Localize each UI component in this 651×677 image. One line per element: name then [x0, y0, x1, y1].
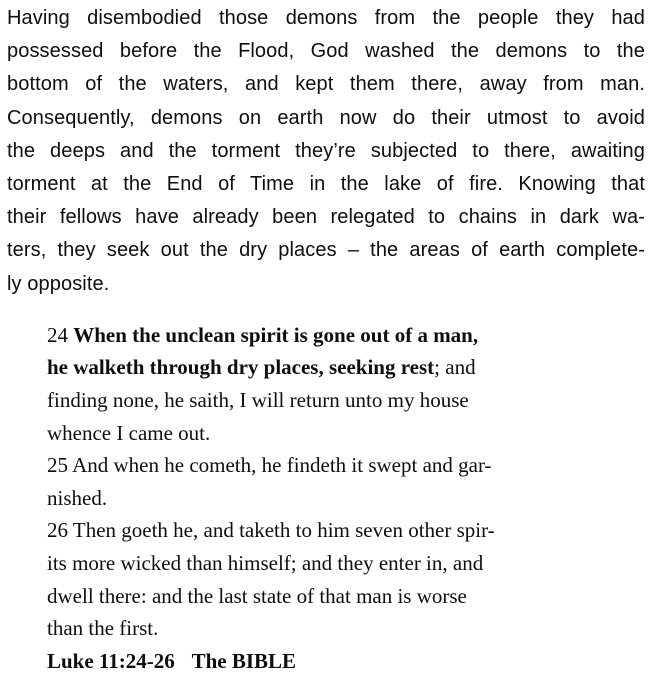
- quote-line: [47, 417, 635, 450]
- quote-segment: its more wicked than himself; and they enter in, and: [47, 550, 484, 575]
- scripture-quote: [47, 319, 635, 677]
- quote-segment: than the first.: [47, 616, 159, 641]
- quote-segment: ; and: [434, 355, 476, 380]
- quote-line: [47, 645, 635, 677]
- paragraph-line: ly opposite.: [7, 272, 110, 295]
- quote-segment-bold: The BIBLE: [191, 648, 297, 673]
- quote-segment-bold: he walketh through dry places, seeking rest: [47, 355, 435, 380]
- quote-segment: 25 And when he cometh, he findeth it swept and gar-: [47, 453, 492, 478]
- quote-line: [47, 351, 635, 384]
- quote-line: [47, 580, 635, 613]
- quote-line: [47, 612, 635, 645]
- paragraph-line: their fellows have already been relegated to chains in dark wa-: [7, 206, 645, 229]
- quote-line: [47, 319, 635, 352]
- quote-line: [47, 384, 635, 417]
- quote-segment-bold: Luke 11:24-26: [47, 648, 175, 673]
- quote-segment: 24: [47, 322, 74, 347]
- paragraph-line: Having disembodied those demons from the people they had: [7, 7, 645, 29]
- paragraph-line: possessed before the Flood, God washed the demons to the: [7, 40, 645, 63]
- quote-segment-bold: When the unclean spirit is gone out of a man,: [73, 322, 479, 347]
- quote-line: [47, 482, 635, 515]
- quote-segment: 26 Then goeth he, and taketh to him seven other spir-: [47, 518, 495, 543]
- opening-paragraph: [7, 2, 645, 301]
- paragraph-line: the deeps and the torment they’re subjected to there, awaiting: [7, 139, 645, 162]
- quote-segment: nished.: [47, 485, 108, 510]
- quote-line: [47, 514, 635, 547]
- quote-line: [47, 547, 635, 580]
- paragraph-line: torment at the End of Time in the lake of fire. Knowing that: [7, 173, 645, 196]
- quote-segment: dwell there: and the last state of that man is worse: [47, 583, 467, 608]
- paragraph-line: Consequently, demons on earth now do their utmost to avoid: [7, 106, 645, 129]
- quote-segment: whence I came out.: [47, 420, 211, 445]
- quote-segment: finding none, he saith, I will return unto my house: [47, 388, 469, 413]
- paragraph-line: ters, they seek out the dry places – the areas of earth complete-: [7, 239, 645, 262]
- paragraph-line: bottom of the waters, and kept them there, away from man.: [7, 73, 645, 96]
- quote-line: [47, 449, 635, 482]
